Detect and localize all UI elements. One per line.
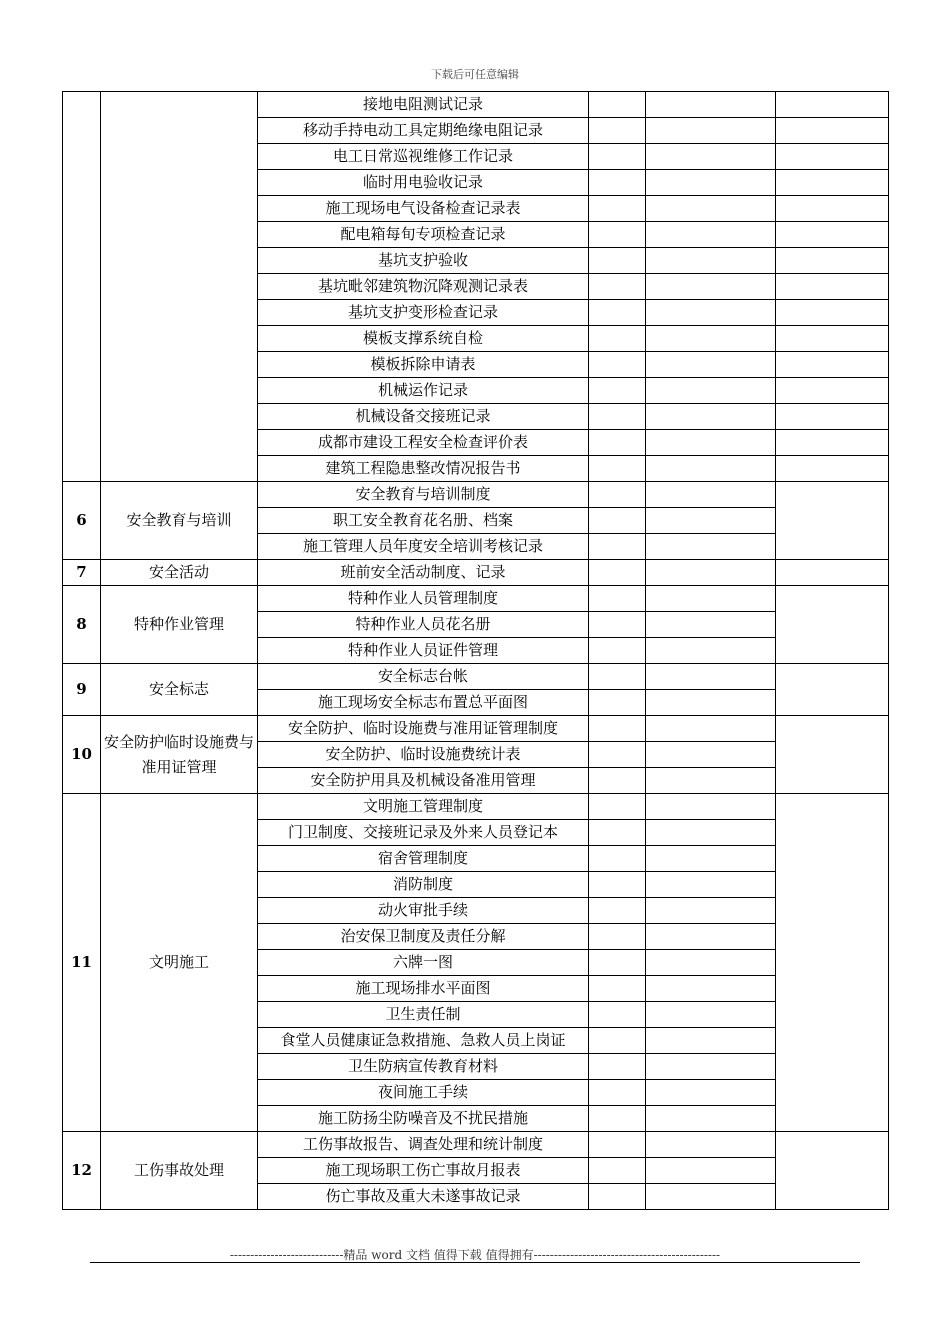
- check-cell: [646, 92, 776, 118]
- record-item-cell: 职工安全教育花名册、档案: [258, 508, 589, 534]
- check-cell: [589, 716, 646, 742]
- record-item-cell: 临时用电验收记录: [258, 170, 589, 196]
- record-item-cell: 动火审批手续: [258, 898, 589, 924]
- table-row: [63, 92, 889, 118]
- record-item-cell: 基坑毗邻建筑物沉降观测记录表: [258, 274, 589, 300]
- remarks-cell: [776, 456, 889, 482]
- record-item-cell: 模板支撑系统自检: [258, 326, 589, 352]
- record-item-cell: 安全教育与培训制度: [258, 482, 589, 508]
- table-row: [63, 560, 889, 586]
- check-cell: [646, 352, 776, 378]
- record-item-cell: 安全防护用具及机械设备准用管理: [258, 768, 589, 794]
- check-cell: [589, 1002, 646, 1028]
- remarks-cell: [776, 352, 889, 378]
- section-number-cell: [63, 92, 101, 482]
- table-row: [63, 482, 889, 508]
- check-cell: [646, 1158, 776, 1184]
- record-item-cell: 安全防护、临时设施费统计表: [258, 742, 589, 768]
- section-number-cell: 7: [63, 560, 101, 586]
- section-number-cell: 6: [63, 482, 101, 560]
- check-cell: [589, 690, 646, 716]
- record-item-cell: 消防制度: [258, 872, 589, 898]
- page-header-note: 下载后可任意编辑: [431, 68, 519, 81]
- check-cell: [589, 898, 646, 924]
- check-cell: [646, 430, 776, 456]
- check-cell: [589, 430, 646, 456]
- record-item-cell: 特种作业人员证件管理: [258, 638, 589, 664]
- check-cell: [589, 950, 646, 976]
- record-item-cell: 施工现场职工伤亡事故月报表: [258, 1158, 589, 1184]
- remarks-cell: [776, 274, 889, 300]
- check-cell: [646, 768, 776, 794]
- record-item-cell: 基坑支护验收: [258, 248, 589, 274]
- record-item-cell: 安全防护、临时设施费与准用证管理制度: [258, 716, 589, 742]
- remarks-cell: [776, 222, 889, 248]
- record-item-cell: 六牌一图: [258, 950, 589, 976]
- section-category-cell: 特种作业管理: [101, 586, 258, 664]
- record-item-cell: 施工防扬尘防噪音及不扰民措施: [258, 1106, 589, 1132]
- check-cell: [646, 560, 776, 586]
- check-cell: [589, 794, 646, 820]
- check-cell: [589, 820, 646, 846]
- record-item-cell: 文明施工管理制度: [258, 794, 589, 820]
- check-cell: [646, 976, 776, 1002]
- check-cell: [646, 248, 776, 274]
- check-cell: [646, 482, 776, 508]
- footer-rule: [90, 1262, 860, 1263]
- remarks-cell: [776, 586, 889, 664]
- check-cell: [589, 118, 646, 144]
- check-cell: [589, 924, 646, 950]
- remarks-cell: [776, 378, 889, 404]
- check-cell: [589, 560, 646, 586]
- record-item-cell: 安全标志台帐: [258, 664, 589, 690]
- check-cell: [646, 1054, 776, 1080]
- check-cell: [589, 846, 646, 872]
- record-item-cell: 模板拆除申请表: [258, 352, 589, 378]
- check-cell: [646, 664, 776, 690]
- record-item-cell: 接地电阻测试记录: [258, 92, 589, 118]
- remarks-cell: [776, 326, 889, 352]
- remarks-cell: [776, 560, 889, 586]
- remarks-cell: [776, 794, 889, 1132]
- remarks-cell: [776, 170, 889, 196]
- section-number-cell: 9: [63, 664, 101, 716]
- record-item-cell: 成都市建设工程安全检查评价表: [258, 430, 589, 456]
- record-item-cell: 机械运作记录: [258, 378, 589, 404]
- check-cell: [646, 690, 776, 716]
- record-item-cell: 工伤事故报告、调查处理和统计制度: [258, 1132, 589, 1158]
- remarks-cell: [776, 1132, 889, 1210]
- record-item-cell: 伤亡事故及重大未遂事故记录: [258, 1184, 589, 1210]
- check-cell: [646, 716, 776, 742]
- check-cell: [589, 404, 646, 430]
- check-cell: [646, 508, 776, 534]
- check-cell: [646, 742, 776, 768]
- check-cell: [589, 92, 646, 118]
- remarks-cell: [776, 430, 889, 456]
- remarks-cell: [776, 248, 889, 274]
- check-cell: [646, 222, 776, 248]
- check-cell: [589, 586, 646, 612]
- check-cell: [589, 638, 646, 664]
- check-cell: [589, 248, 646, 274]
- check-cell: [646, 534, 776, 560]
- section-category-cell: 安全活动: [101, 560, 258, 586]
- record-item-cell: 施工现场排水平面图: [258, 976, 589, 1002]
- remarks-cell: [776, 196, 889, 222]
- check-cell: [646, 898, 776, 924]
- check-cell: [589, 274, 646, 300]
- record-item-cell: 特种作业人员花名册: [258, 612, 589, 638]
- check-cell: [589, 196, 646, 222]
- section-category-cell: 安全防护临时设施费与准用证管理: [101, 716, 258, 794]
- page-footer-note: ----------------------------精品 word 文档 值得下载 值得拥有----------------------------------------------: [229, 1248, 721, 1262]
- check-cell: [589, 326, 646, 352]
- check-cell: [646, 1106, 776, 1132]
- record-item-cell: 机械设备交接班记录: [258, 404, 589, 430]
- check-cell: [589, 664, 646, 690]
- check-cell: [646, 820, 776, 846]
- section-category-cell: [101, 92, 258, 482]
- check-cell: [646, 846, 776, 872]
- record-item-cell: 配电箱每旬专项检查记录: [258, 222, 589, 248]
- check-cell: [646, 300, 776, 326]
- section-number-cell: 8: [63, 586, 101, 664]
- table-row: [63, 794, 889, 820]
- check-cell: [589, 612, 646, 638]
- check-cell: [589, 1158, 646, 1184]
- check-cell: [589, 976, 646, 1002]
- check-cell: [589, 1054, 646, 1080]
- check-cell: [589, 1184, 646, 1210]
- remarks-cell: [776, 716, 889, 794]
- check-cell: [589, 222, 646, 248]
- table-row: [63, 1132, 889, 1158]
- check-cell: [589, 1132, 646, 1158]
- check-cell: [646, 950, 776, 976]
- record-item-cell: 宿舍管理制度: [258, 846, 589, 872]
- check-cell: [646, 586, 776, 612]
- check-cell: [646, 924, 776, 950]
- check-cell: [646, 404, 776, 430]
- remarks-cell: [776, 404, 889, 430]
- section-number-cell: 11: [63, 794, 101, 1132]
- section-category-cell: 工伤事故处理: [101, 1132, 258, 1210]
- check-cell: [589, 352, 646, 378]
- check-cell: [646, 1184, 776, 1210]
- check-cell: [646, 1132, 776, 1158]
- check-cell: [646, 144, 776, 170]
- check-cell: [589, 144, 646, 170]
- table-row: [63, 664, 889, 690]
- check-cell: [589, 872, 646, 898]
- remarks-cell: [776, 92, 889, 118]
- record-item-cell: 移动手持电动工具定期绝缘电阻记录: [258, 118, 589, 144]
- check-cell: [589, 300, 646, 326]
- check-cell: [646, 1080, 776, 1106]
- section-category-cell: 安全教育与培训: [101, 482, 258, 560]
- record-item-cell: 建筑工程隐患整改情况报告书: [258, 456, 589, 482]
- check-cell: [589, 508, 646, 534]
- record-item-cell: 施工管理人员年度安全培训考核记录: [258, 534, 589, 560]
- check-cell: [646, 794, 776, 820]
- check-cell: [646, 326, 776, 352]
- remarks-cell: [776, 482, 889, 560]
- check-cell: [646, 274, 776, 300]
- check-cell: [589, 378, 646, 404]
- check-cell: [589, 768, 646, 794]
- check-cell: [646, 378, 776, 404]
- record-item-cell: 门卫制度、交接班记录及外来人员登记本: [258, 820, 589, 846]
- check-cell: [646, 1002, 776, 1028]
- check-cell: [589, 1080, 646, 1106]
- check-cell: [589, 456, 646, 482]
- record-item-cell: 班前安全活动制度、记录: [258, 560, 589, 586]
- record-item-cell: 卫生防病宣传教育材料: [258, 1054, 589, 1080]
- check-cell: [646, 612, 776, 638]
- record-item-cell: 基坑支护变形检查记录: [258, 300, 589, 326]
- check-cell: [646, 170, 776, 196]
- section-category-cell: 文明施工: [101, 794, 258, 1132]
- record-item-cell: 食堂人员健康证急救措施、急救人员上岗证: [258, 1028, 589, 1054]
- check-cell: [589, 482, 646, 508]
- remarks-cell: [776, 144, 889, 170]
- record-item-cell: 治安保卫制度及责任分解: [258, 924, 589, 950]
- table-row: [63, 716, 889, 742]
- check-cell: [589, 1106, 646, 1132]
- check-cell: [589, 170, 646, 196]
- record-item-cell: 特种作业人员管理制度: [258, 586, 589, 612]
- remarks-cell: [776, 664, 889, 716]
- record-item-cell: 施工现场电气设备检查记录表: [258, 196, 589, 222]
- section-number-cell: 10: [63, 716, 101, 794]
- check-cell: [646, 196, 776, 222]
- section-number-cell: 12: [63, 1132, 101, 1210]
- check-cell: [646, 456, 776, 482]
- record-item-cell: 夜间施工手续: [258, 1080, 589, 1106]
- check-cell: [589, 534, 646, 560]
- remarks-cell: [776, 118, 889, 144]
- record-item-cell: 卫生责任制: [258, 1002, 589, 1028]
- record-item-cell: 施工现场安全标志布置总平面图: [258, 690, 589, 716]
- remarks-cell: [776, 300, 889, 326]
- record-item-cell: 电工日常巡视维修工作记录: [258, 144, 589, 170]
- check-cell: [589, 742, 646, 768]
- section-category-cell: 安全标志: [101, 664, 258, 716]
- table-row: [63, 586, 889, 612]
- check-cell: [646, 118, 776, 144]
- check-cell: [646, 872, 776, 898]
- check-cell: [646, 638, 776, 664]
- check-cell: [646, 1028, 776, 1054]
- safety-records-table: [62, 91, 889, 1210]
- check-cell: [589, 1028, 646, 1054]
